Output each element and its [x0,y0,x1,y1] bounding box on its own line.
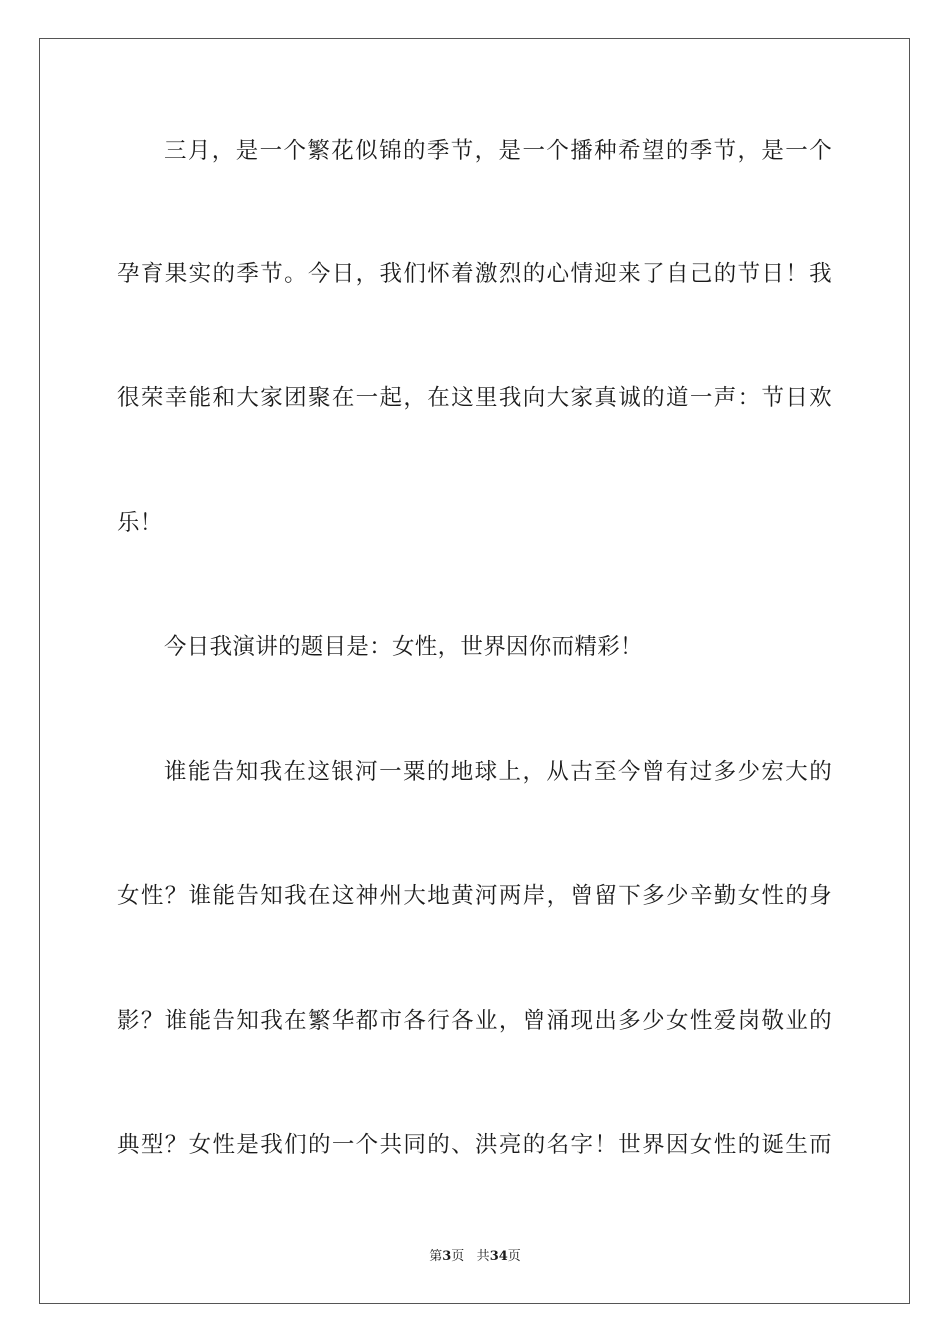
paragraph-2-line-1: 今日我演讲的题目是：女性，世界因你而精彩！ [164,634,643,660]
paragraph-1-line-2: 孕育果实的季节。今日，我们怀着激烈的心情迎来了自己的节日！我 [117,261,832,287]
paragraph-3-line-4: 典型？女性是我们的一个共同的、洪亮的名字！世界因女性的诞生而 [117,1132,832,1158]
page-suffix: 页 [451,1249,465,1264]
page-border [39,38,910,1304]
total-page-count: 34 [489,1249,508,1264]
paragraph-3-line-2: 女性？谁能告知我在这神州大地黄河两岸，曾留下多少辛勤女性的身 [117,883,832,909]
page-prefix: 第 [429,1249,443,1264]
page-number-footer [0,1248,950,1266]
paragraph-3-line-1: 谁能告知我在这银河一粟的地球上，从古至今曾有过多少宏大的 [164,759,832,785]
total-prefix: 共 [476,1249,490,1264]
total-suffix: 页 [507,1249,521,1264]
paragraph-1-line-3: 很荣幸能和大家团聚在一起，在这里我向大家真诚的道一声：节日欢 [117,385,832,411]
paragraph-1-line-1: 三月，是一个繁花似锦的季节，是一个播种希望的季节，是一个 [164,138,832,164]
paragraph-3-line-3: 影？谁能告知我在繁华都市各行各业，曾涌现出多少女性爱岗敬业的 [117,1008,832,1034]
paragraph-1-line-4: 乐！ [117,510,163,536]
current-page-number: 3 [442,1249,452,1264]
